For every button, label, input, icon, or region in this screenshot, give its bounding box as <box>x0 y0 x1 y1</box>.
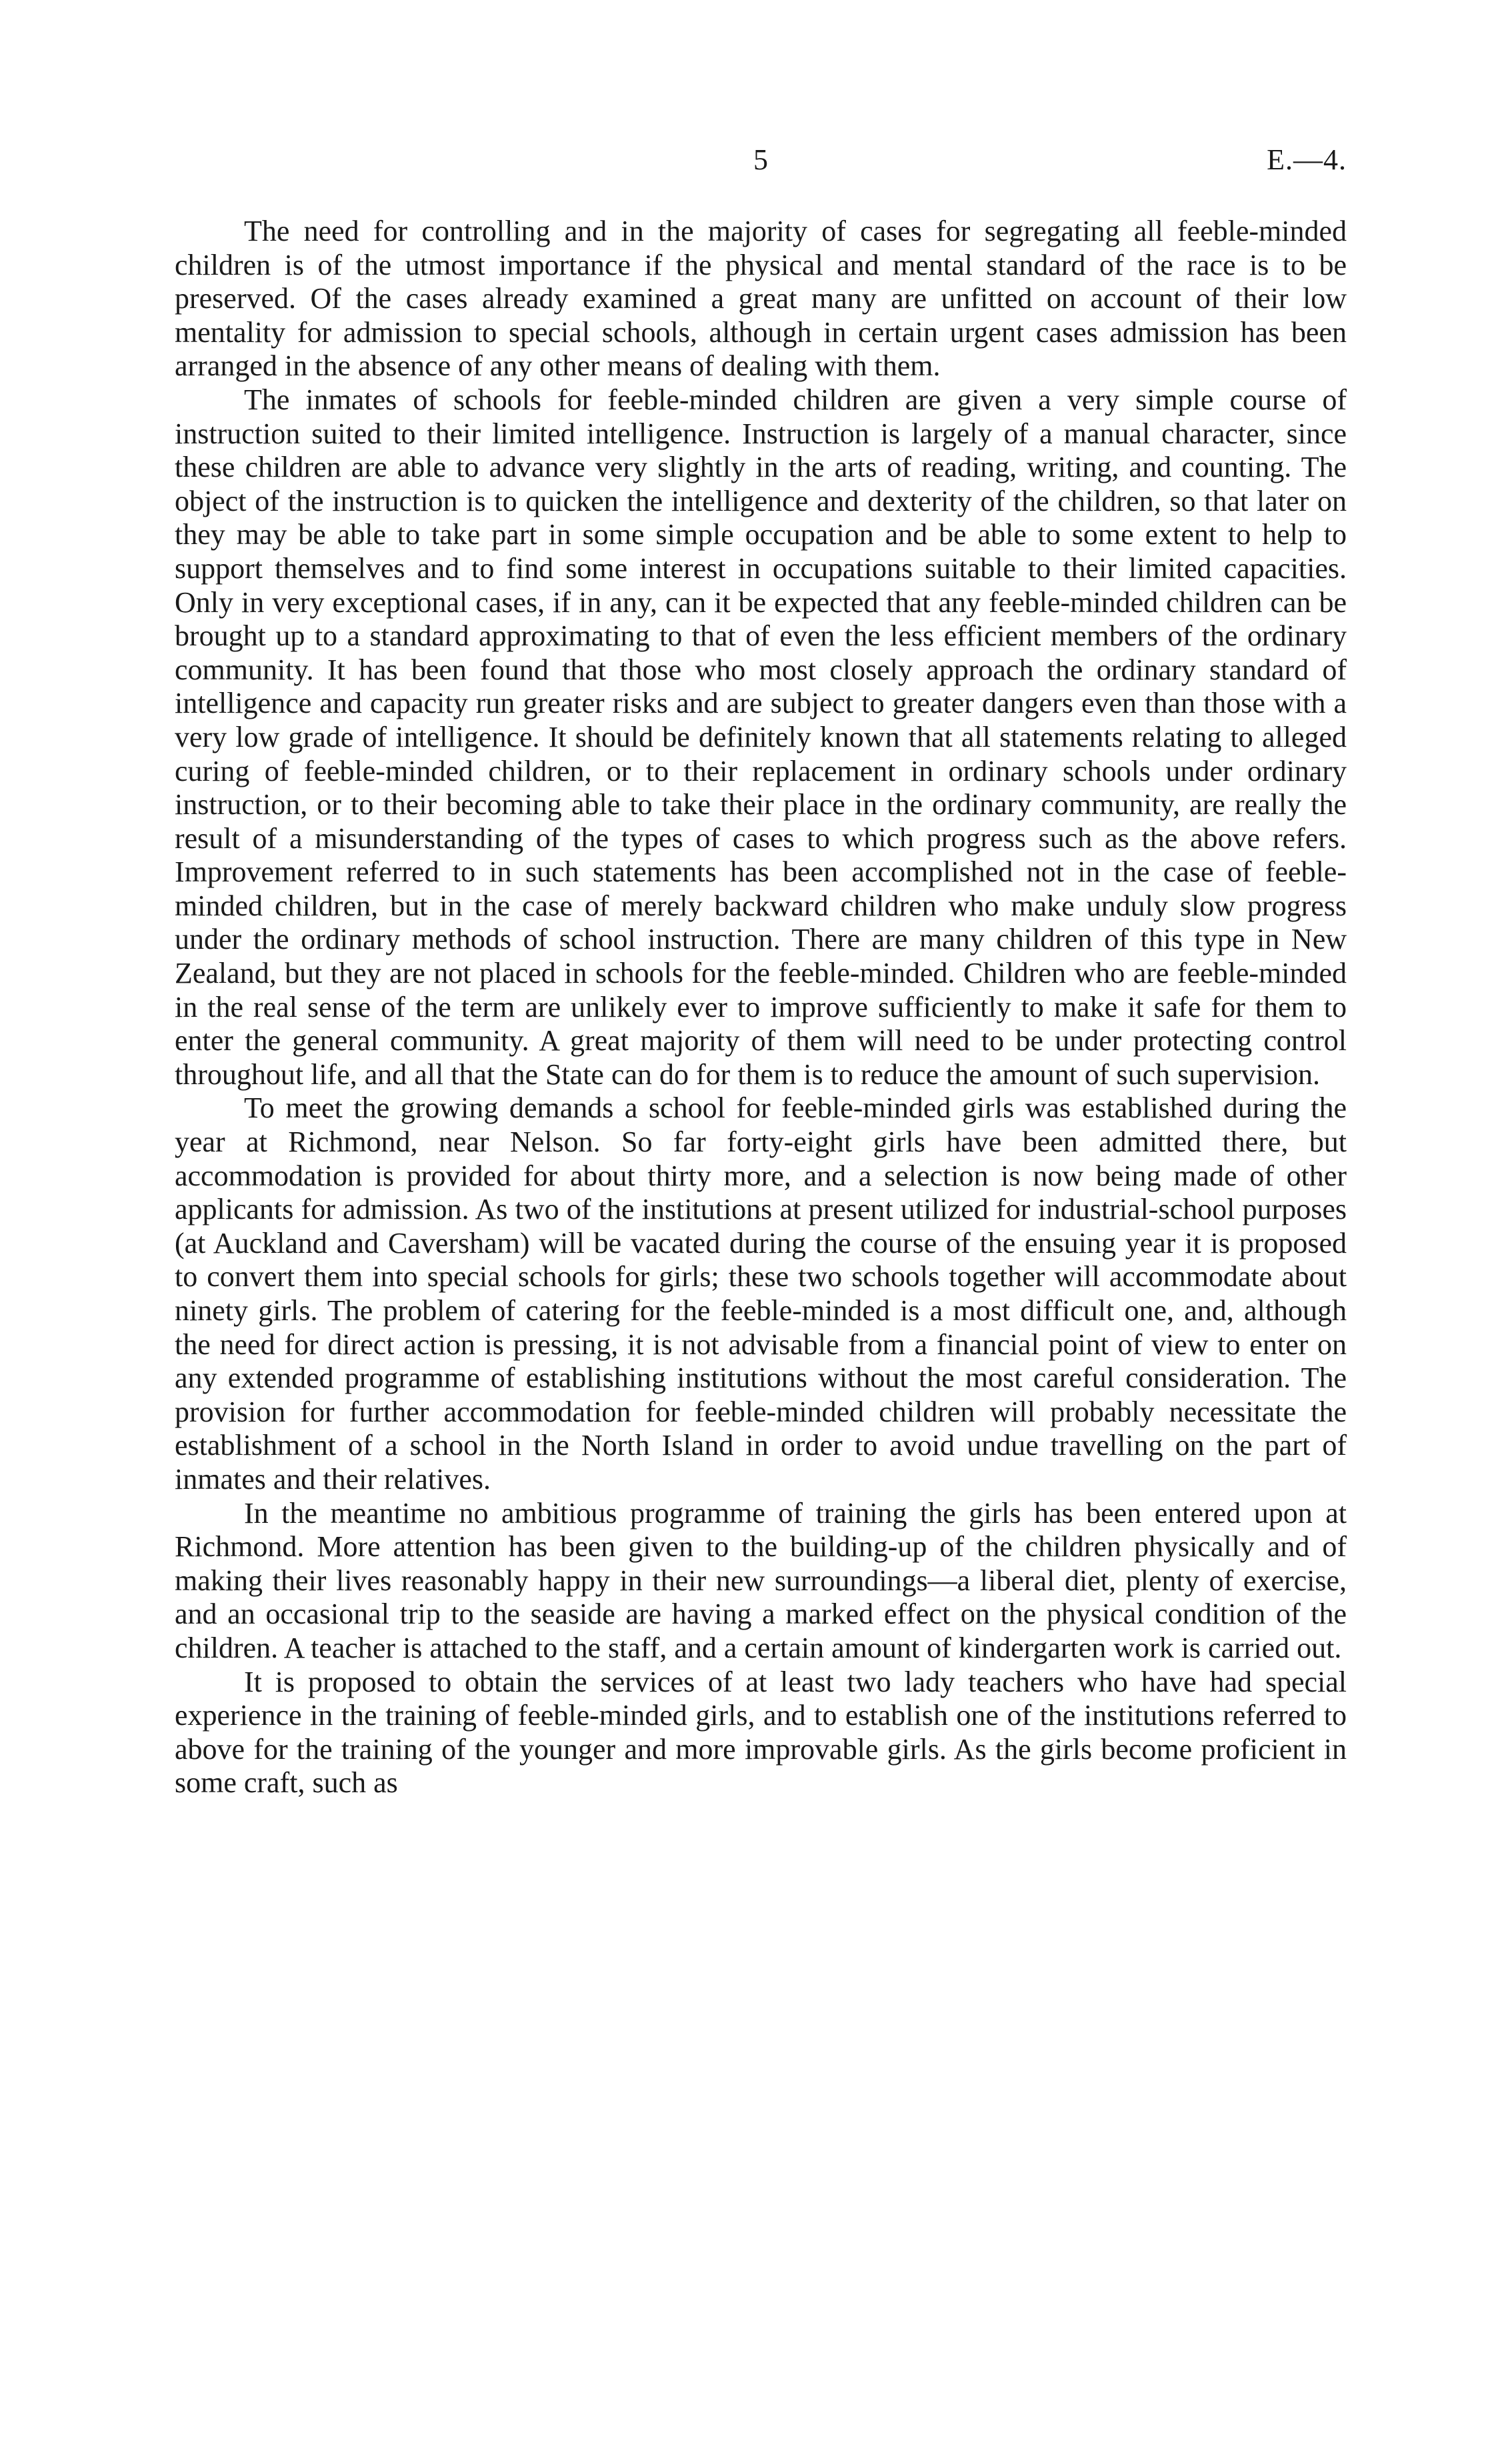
paragraph-training-programme: In the meantime no ambitious programme of training the girls has been entered upon at Richmond. More attention has been given to the building-up of the children physically and of making their lives reasonably happy in their new surroundings—a liberal diet, plenty of exercise, and an occasional trip to the seaside are having a marked effect on the physical condition of the children. A teacher is attached to the staff, and a certain amount of kindergarten work is carried out. <box>175 1496 1347 1664</box>
paragraph-richmond-school: To meet the growing demands a school for feeble-minded girls was established during the year at Richmond, near Nelson. So far forty-eight girls have been admitted there, but accommodation is provided for about thirty more, and a selection is now being made of other applicants for admission. As two of the institutions at present utilized for industrial-school purposes (at Auckland and Caversham) will be vacated during the course of the ensuing year it is proposed to convert them into special schools for girls; these two schools together will accommodate about ninety girls. The problem of catering for the feeble-minded is a most difficult one, and, although the need for direct action is pressing, it is not advisable from a financial point of view to enter on any extended programme of establishing institutions without the most careful consideration. The provision for further accommodation for feeble-minded children will probably necessitate the establishment of a school in the North Island in order to avoid undue travelling on the part of inmates and their relatives. <box>175 1091 1347 1496</box>
page-header <box>175 145 1347 192</box>
body-text <box>175 215 1347 1800</box>
paragraph-segregation: The need for controlling and in the majority of cases for segregating all feeble-minded children is of the utmost importance if the physical and mental standard of the race is to be preserved. Of the cases already examined a great many are unfitted on account of their low mentality for admission to special schools, although in certain urgent cases admission has been arranged in the absence of any other means of dealing with them. <box>175 215 1347 383</box>
paragraph-lady-teachers: It is proposed to obtain the services of at least two lady teachers who have had special experience in the training of feeble-minded girls, and to establish one of the institutions referred to above for the training of the younger and more improvable girls. As the girls become proficient in some craft, such as <box>175 1665 1347 1800</box>
page-number: 5 <box>753 143 768 176</box>
report-code: E.—4. <box>1267 143 1347 176</box>
paragraph-instruction: The inmates of schools for feeble-minded children are given a very simple course of instruction suited to their limited intelligence. Instruction is largely of a manual character, since these children are able to advance very slightly in the arts of reading, writing, and counting. The object of the instruction is to quicken the intelligence and dexterity of the children, so that later on they may be able to take part in some simple occupation and be able to some extent to help to support themselves and to find some interest in occupations suitable to their limited capacities. Only in very exceptional cases, if in any, can it be expected that any feeble-minded children can be brought up to a standard approximating to that of even the less efficient members of the ordinary community. It has been found that those who most closely approach the ordinary standard of intelligence and capacity run greater risks and are subject to greater dangers even than those with a very low grade of intelligence. It should be definitely known that all statements relating to alleged curing of feeble-minded children, or to their replacement in ordinary schools under ordinary instruction, or to their becoming able to take their place in the ordinary community, are really the result of a misunderstanding of the types of cases to which progress such as the above refers. Improvement referred to in such statements has been accomplished not in the case of feeble-minded children, but in the case of merely backward children who make unduly slow progress under the ordinary methods of school instruction. There are many children of this type in New Zealand, but they are not placed in schools for the feeble-minded. Children who are feeble-minded in the real sense of the term are unlikely ever to improve sufficiently to make it safe for them to enter the general community. A great majority of them will need to be under protecting control throughout life, and all that the State can do for them is to reduce the amount of such supervision. <box>175 383 1347 1091</box>
